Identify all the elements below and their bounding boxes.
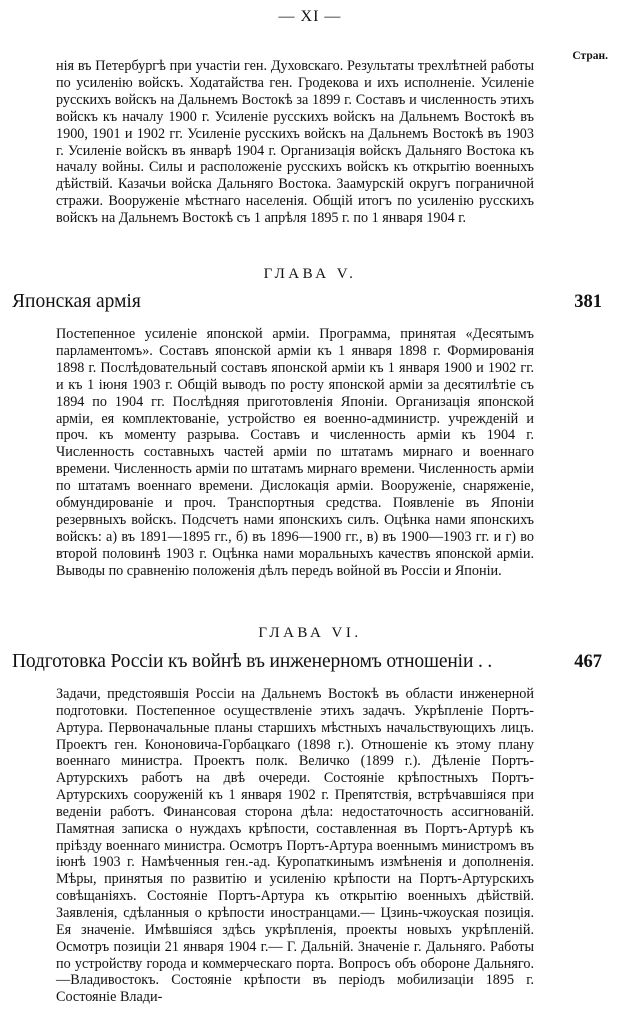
page-header: — XI — bbox=[278, 8, 342, 25]
chapter-5-page-number: 381 bbox=[574, 292, 602, 312]
chapter-5-heading: ГЛАВА V. bbox=[263, 266, 357, 282]
chapter-6-heading: ГЛАВА VI. bbox=[258, 625, 362, 641]
chapter-6-title: Подготовка Россіи къ войнѣ въ инженерномъ отношеніи . . bbox=[12, 651, 493, 672]
page-column-label: Стран. bbox=[572, 50, 608, 62]
chapter-6-page-number: 467 bbox=[574, 652, 602, 672]
chapter-5-title: Японская армія bbox=[12, 291, 141, 312]
intro-paragraph: нія въ Петербургѣ при участіи ген. Духовскаго. Результаты трехлѣтней работы по усиленію войскъ. Ходатайства ген. Гродекова и ихъ исполненіе. Усиленіе русскихъ войскъ на Дальнемъ Востокѣ за 1899 г. Составъ и численность этихъ войскъ къ началу 1900 г. Усиленіе русскихъ войскъ на Дальнемъ Востокѣ въ 1900, 1901 и 1902 гг. Усиленіе русскихъ войскъ на Дальнемъ Востокѣ въ 1903 г. Усиленіе войскъ въ январѣ 1904 г. Организація войскъ Дальняго Востока къ началу войны. Силы и расположеніе русскихъ войскъ къ открытію военныхъ дѣйствій. Казачьи войска Дальняго Востока. Заамурскій округъ пограничной стражи. Вооруженіе мѣстнаго населенія. Общій итогъ по усиленію русскихъ войскъ на Дальнемъ Востокѣ съ 1 апрѣля 1895 г. по 1 января 1904 г. bbox=[56, 58, 534, 227]
chapter-6-description: Задачи, предстоявшія Россіи на Дальнемъ Востокѣ въ области инженерной подготовки. Постепенное осуществленіе этихъ задачъ. Укрѣпленіе Портъ-Артура. Первоначальные планы старшихъ мѣстныхъ начальствующихъ лицъ. Проектъ ген. Кононовича-Горбацкаго (1898 г.). Отношеніе къ этому плану военнаго министра. Проектъ полк. Величко (1899 г.). Дѣленіе Портъ-Артурскихъ работъ на двѣ очереди. Состояніе крѣпостныхъ Портъ-Артурскихъ сооруженій къ 1 января 1902 г. Препятствія, встрѣчавшіяся при веденіи работъ. Финансовая сторона дѣла: недостаточность ассигнованій. Памятная записка о нуждахъ крѣпости, составленная въ Портъ-Артурѣ къ пріѣзду военнаго министра. Осмотръ Портъ-Артура военнымъ министромъ въ іюнѣ 1903 г. Намѣченныя ген.-ад. Куропаткинымъ измѣненія и дополненія. Мѣры, принятыя по развитію и усиленію крѣпости на Портъ-Артурскихъ совѣщаніяхъ. Состояніе Портъ-Артура къ открытію военныхъ дѣйствій. Заявленія, сдѣланныя о крѣпости иностранцами.— Цзинь-чжоуская позиція. Ея значеніе. Имѣвшіяся здѣсь укрѣпленія, проекты новыхъ укрѣпленій. Осмотръ позиціи 21 января 1904 г.— Г. Дальній. Значеніе г. Дальняго. Работы по устройству города и коммерческаго порта. Вопросъ объ обороне Дальняго.—Владивостокъ. Состояніе крѣпости въ періодъ мобилизаціи 1895 г. Состояніе Влади- bbox=[56, 686, 534, 1006]
chapter-5-description: Постепенное усиленіе японской арміи. Программа, принятая «Десятымъ парламентомъ». Составъ японской арміи къ 1 января 1898 г. Формированія 1898 г. Послѣдовательный составъ японской арміи къ 1 января 1900 и 1902 гг. и къ 1 іюня 1903 г. Общій выводъ по росту японской арміи за десятилѣтіе съ 1894 по 1904 гг. Послѣдняя приготовленія Японіи. Организація японской арміи, ея комплектованіе, устройство ея военно-администр. учрежденій и проч. къ моменту разрыва. Составъ и численность арміи къ 1904 г. Численность составныхъ частей арміи по штатамъ мирнаго и военнаго времени. Численность арміи по штатамъ мирнаго времени. Численность арміи по штатамъ военнаго времени. Дислокація арміи. Вооруженіе, снаряженіе, обмундированіе и проч. Транспортныя средства. Появленіе въ Японіи резервныхъ войскъ. Подсчетъ нами японскихъ силъ. Оцѣнка нами японскихъ войскъ: а) въ 1891—1895 гг., б) въ 1896—1900 гг., в) въ 1900—1903 гг. и г) во второй половинѣ 1903 г. Оцѣнка нами моральныхъ качествъ японской арміи. Выводы по сравненію положенія дѣлъ передъ войной въ Россіи и Японіи. bbox=[56, 326, 534, 579]
